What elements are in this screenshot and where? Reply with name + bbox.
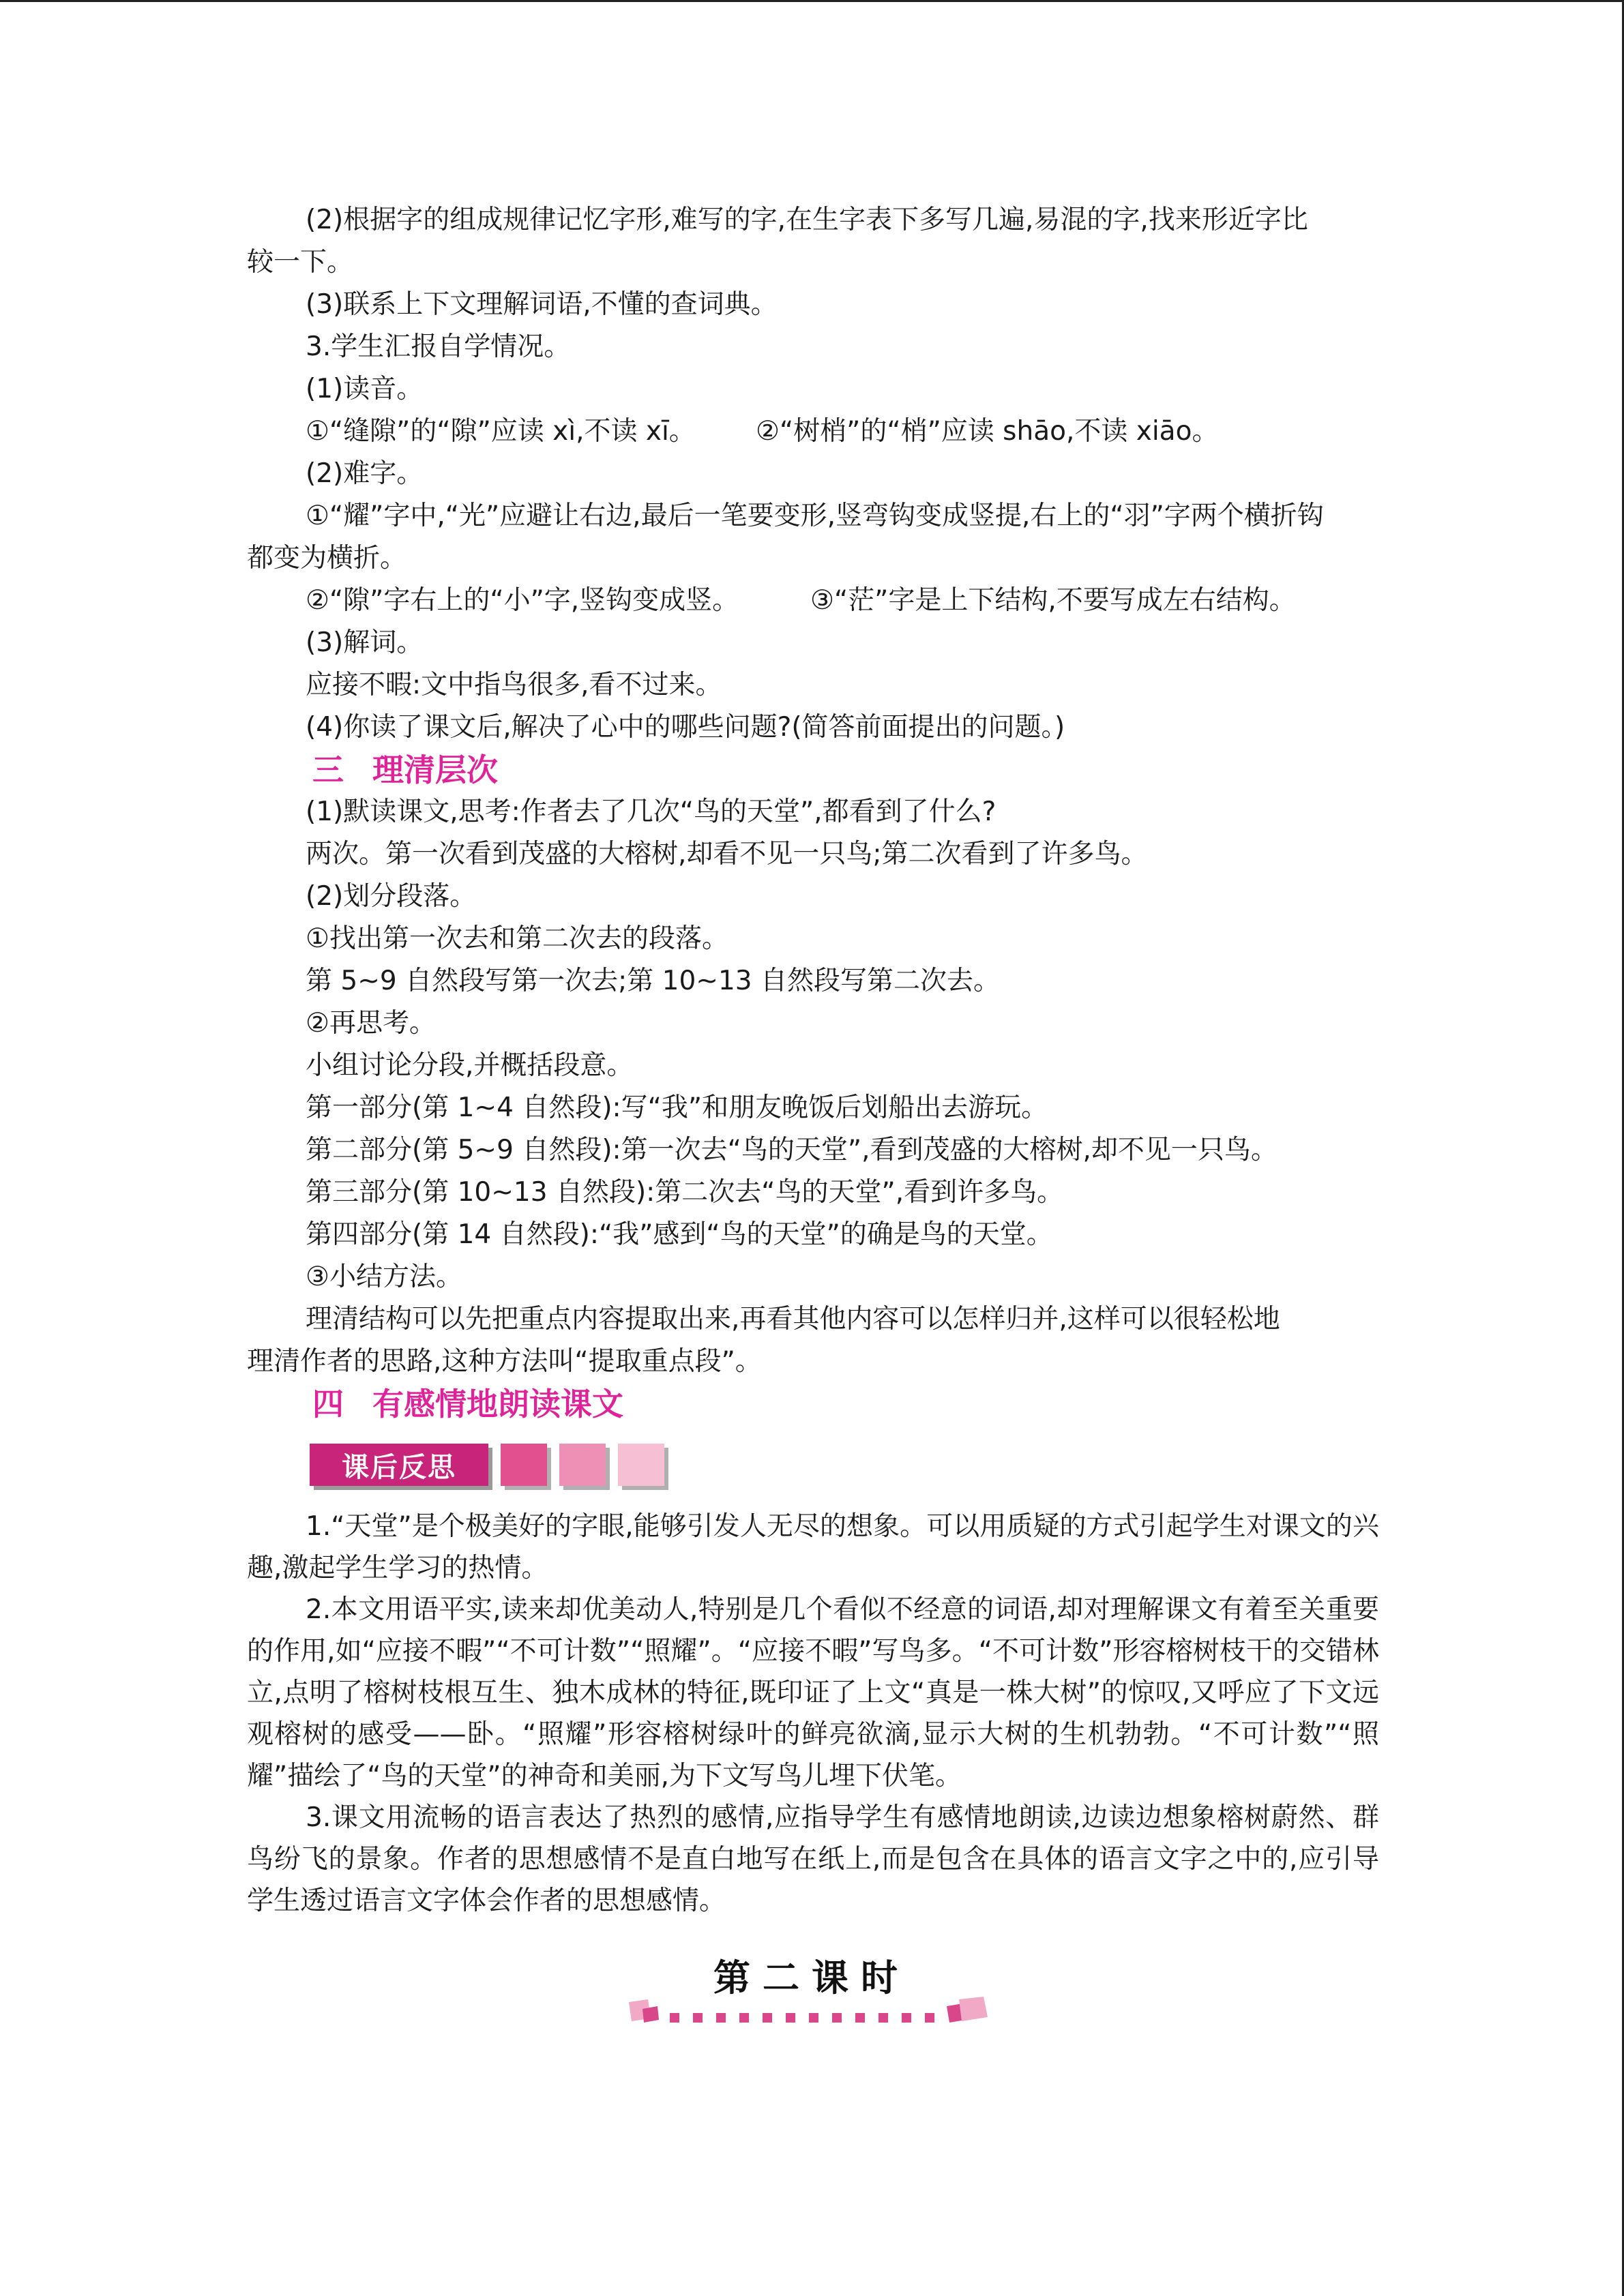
text-line: (2)划分段落。 [306, 881, 477, 912]
page-content [247, 199, 1379, 1922]
banner-square [501, 1444, 547, 1486]
text-line: (4)你读了课文后,解决了心中的哪些问题?(简答前面提出的问题。) [306, 712, 1065, 743]
text-line: (2)根据字的组成规律记忆字形,难写的字,在生字表下多写几遍,易混的字,找来形近字比 [306, 205, 1308, 235]
text-line: 第二部分(第 5~9 自然段):第一次去“鸟的天堂”,看到茂盛的大榕树,却不见一只鸟。 [306, 1135, 1278, 1165]
reflection-list [247, 1506, 1379, 1922]
banner-label: 课后反思 [310, 1444, 488, 1486]
pronunciation-b: ②“树梢”的“梢”应读 shāo,不读 xiāo。 [756, 416, 1219, 447]
top-border [0, 0, 1624, 2]
reflection-banner [310, 1439, 1379, 1491]
pronunciation-a: ①“缝隙”的“隙”应读 xì,不读 xī。 [306, 416, 696, 447]
text-line: 应接不暇:文中指鸟很多,看不过来。 [306, 670, 722, 700]
section-title: 理清层次 [372, 751, 498, 788]
text-line: ①“耀”字中,“光”应避让右边,最后一笔要变形,竖弯钩变成竖提,右上的“羽”字两个横折钩 [306, 501, 1324, 531]
pronunciation-row [247, 411, 1379, 453]
section-number: 三 [312, 751, 344, 788]
text-line: ②再思考。 [306, 1008, 436, 1039]
text-line: ③小结方法。 [306, 1262, 462, 1292]
text-line: 两次。第一次看到茂盛的大榕树,却看不见一只鸟;第二次看到了许多鸟。 [306, 839, 1148, 869]
reflection-item: 2.本文用语平实,读来却优美动人,特别是几个看似不经意的词语,却对理解课文有着至关重要的作用,如“应接不暇”“不可计数”“照耀”。“应接不暇”写鸟多。“不可计数”形容榕树枝干的交错林立,点明了榕树枝根互生、独木成林的特征,既印证了上文“真是一株大树”的惊叹,又呼应了下文远观榕树的感受——卧。“照耀”形容榕树绿叶的鲜亮欲滴,显示大树的生机勃勃。“不可计数”“照耀”描绘了“鸟的天堂”的神奇和美丽,为下文写鸟儿埋下伏笔。 [247, 1594, 1379, 1791]
text-line: 3.学生汇报自学情况。 [306, 331, 571, 362]
text-line: ①找出第一次去和第二次去的段落。 [306, 923, 728, 954]
text-line: (3)联系上下文理解词语,不懂的查词典。 [306, 289, 778, 320]
hard-char-row [247, 580, 1379, 622]
reflection-item: 3.课文用流畅的语言表达了热烈的感情,应指导学生有感情地朗读,边读边想象榕树蔚然、群鸟纷飞的景象。作者的思想感情不是直白地写在纸上,而是包含在具体的语言文字之中的,应引导学生透过语言文字体会作者的思想感情。 [247, 1802, 1379, 1916]
lesson-title: 第二课时 [713, 1956, 910, 1999]
text-line: 第三部分(第 10~13 自然段):第二次去“鸟的天堂”,看到许多鸟。 [306, 1177, 1064, 1208]
hard-char-b: ③“茫”字是上下结构,不要写成左右结构。 [810, 585, 1296, 616]
text-line: 都变为横折。 [247, 543, 407, 573]
section-heading-4 [247, 1383, 1379, 1425]
text-line: 小组讨论分段,并概括段意。 [306, 1050, 634, 1081]
text-line: 理清结构可以先把重点内容提取出来,再看其他内容可以怎样归并,这样可以很轻松地 [306, 1304, 1280, 1335]
text-line: 较一下。 [247, 247, 354, 278]
text-line: 第四部分(第 14 自然段):“我”感到“鸟的天堂”的确是鸟的天堂。 [306, 1219, 1053, 1250]
section-heading-3 [247, 749, 1379, 791]
text-line: (1)读音。 [306, 374, 424, 404]
text-line: 理清作者的思路,这种方法叫“提取重点段”。 [247, 1346, 762, 1377]
text-line: (2)难字。 [306, 458, 424, 489]
text-line: (1)默读课文,思考:作者去了几次“鸟的天堂”,都看到了什么? [306, 796, 996, 827]
section-number: 四 [312, 1386, 344, 1422]
text-line: 第 5~9 自然段写第一次去;第 10~13 自然段写第二次去。 [306, 966, 1000, 996]
banner-square [618, 1444, 664, 1486]
lesson-divider-ornament [628, 1997, 996, 2031]
lesson-heading [628, 1949, 996, 2031]
reflection-item: 1.“天堂”是个极美好的字眼,能够引发人无尽的想象。可以用质疑的方式引起学生对课文的兴趣,激起学生学习的热情。 [247, 1511, 1379, 1583]
banner-square [559, 1444, 606, 1486]
hard-char-a: ②“隙”字右上的“小”字,竖钩变成竖。 [306, 585, 739, 616]
text-line: 第一部分(第 1~4 自然段):写“我”和朋友晚饭后划船出去游玩。 [306, 1092, 1048, 1123]
text-line: (3)解词。 [306, 627, 424, 658]
section-title: 有感情地朗读课文 [372, 1386, 623, 1422]
